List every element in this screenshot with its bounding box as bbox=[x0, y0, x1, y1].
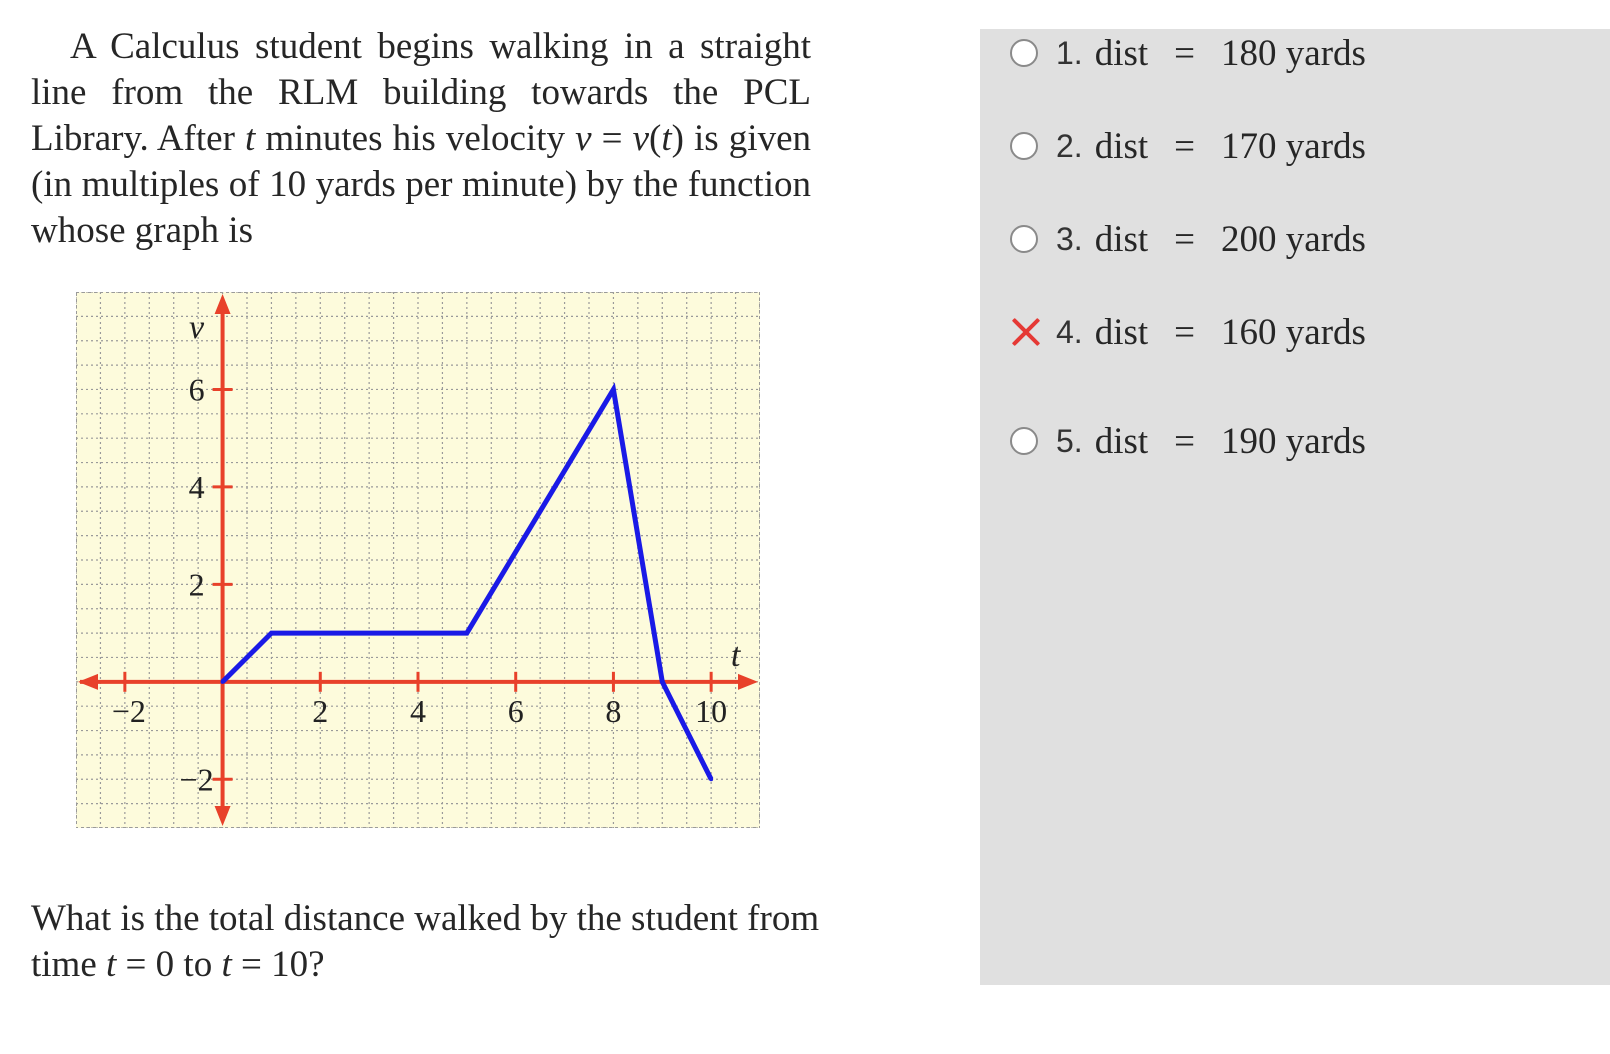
curve-vertex-point bbox=[709, 777, 713, 781]
velocity-graph bbox=[76, 292, 776, 852]
curve-vertex-point bbox=[465, 631, 469, 635]
radio-button-icon[interactable] bbox=[1010, 39, 1038, 67]
choice-number: 4. bbox=[1056, 313, 1083, 350]
question-prompt: A Calculus student begins walking in a straight line from the RLM building towards the PCL Library. After t minutes his velocity v = v(t) is given (in multiples of 10 yards per minute) by the function whose graph is bbox=[31, 26, 811, 251]
y-tick-label: 2 bbox=[188, 566, 205, 603]
y-axis-label: v bbox=[189, 309, 205, 347]
curve-vertex-point bbox=[269, 631, 273, 635]
x-tick-label: 6 bbox=[507, 692, 524, 729]
question-followup: What is the total distance walked by the student from time t = 0 to t = 10? bbox=[31, 898, 820, 985]
curve-vertex-point bbox=[221, 680, 225, 684]
curve-vertex-point bbox=[660, 680, 664, 684]
radio-button-icon[interactable] bbox=[1010, 132, 1038, 160]
x-tick-label: 10 bbox=[695, 692, 728, 729]
equals-sign: = bbox=[1174, 32, 1196, 74]
x-axis-label: t bbox=[730, 636, 741, 674]
choice-number: 5. bbox=[1056, 422, 1083, 459]
radio-button-icon[interactable] bbox=[1010, 427, 1038, 455]
choice-number: 3. bbox=[1056, 220, 1083, 257]
choice-label: dist bbox=[1094, 311, 1149, 353]
choice-label: dist bbox=[1094, 32, 1149, 74]
choice-value: 170 yards bbox=[1221, 125, 1366, 167]
answer-choice-2[interactable] bbox=[1010, 122, 1366, 170]
choice-value: 180 yards bbox=[1221, 32, 1366, 74]
x-icon bbox=[1010, 316, 1042, 348]
answer-choice-3[interactable] bbox=[1010, 215, 1366, 263]
answer-choice-5[interactable] bbox=[1010, 417, 1366, 465]
equals-sign: = bbox=[1174, 218, 1196, 260]
x-tick-label: 8 bbox=[605, 692, 622, 729]
choice-value: 190 yards bbox=[1221, 420, 1366, 462]
y-tick-label: 4 bbox=[188, 468, 205, 505]
choice-number: 1. bbox=[1056, 34, 1083, 71]
y-tick-label: 6 bbox=[188, 371, 205, 408]
answer-choice-4[interactable] bbox=[1010, 308, 1366, 356]
x-tick-label: 2 bbox=[312, 692, 329, 729]
y-tick-label: −2 bbox=[179, 761, 214, 798]
x-tick-label: 4 bbox=[410, 692, 426, 729]
equals-sign: = bbox=[1174, 311, 1196, 353]
radio-button-icon[interactable] bbox=[1010, 225, 1038, 253]
x-tick-label: −2 bbox=[111, 692, 146, 729]
choice-value: 160 yards bbox=[1221, 311, 1366, 353]
velocity-chart-svg bbox=[76, 292, 760, 828]
equals-sign: = bbox=[1174, 420, 1196, 462]
choice-label: dist bbox=[1094, 218, 1149, 260]
choice-label: dist bbox=[1094, 125, 1149, 167]
choice-value: 200 yards bbox=[1221, 218, 1366, 260]
equals-sign: = bbox=[1174, 125, 1196, 167]
choice-number: 2. bbox=[1056, 127, 1083, 164]
answers-panel bbox=[980, 29, 1610, 985]
curve-vertex-point bbox=[611, 387, 615, 391]
answer-choice-1[interactable] bbox=[1010, 29, 1366, 77]
choice-label: dist bbox=[1094, 420, 1149, 462]
